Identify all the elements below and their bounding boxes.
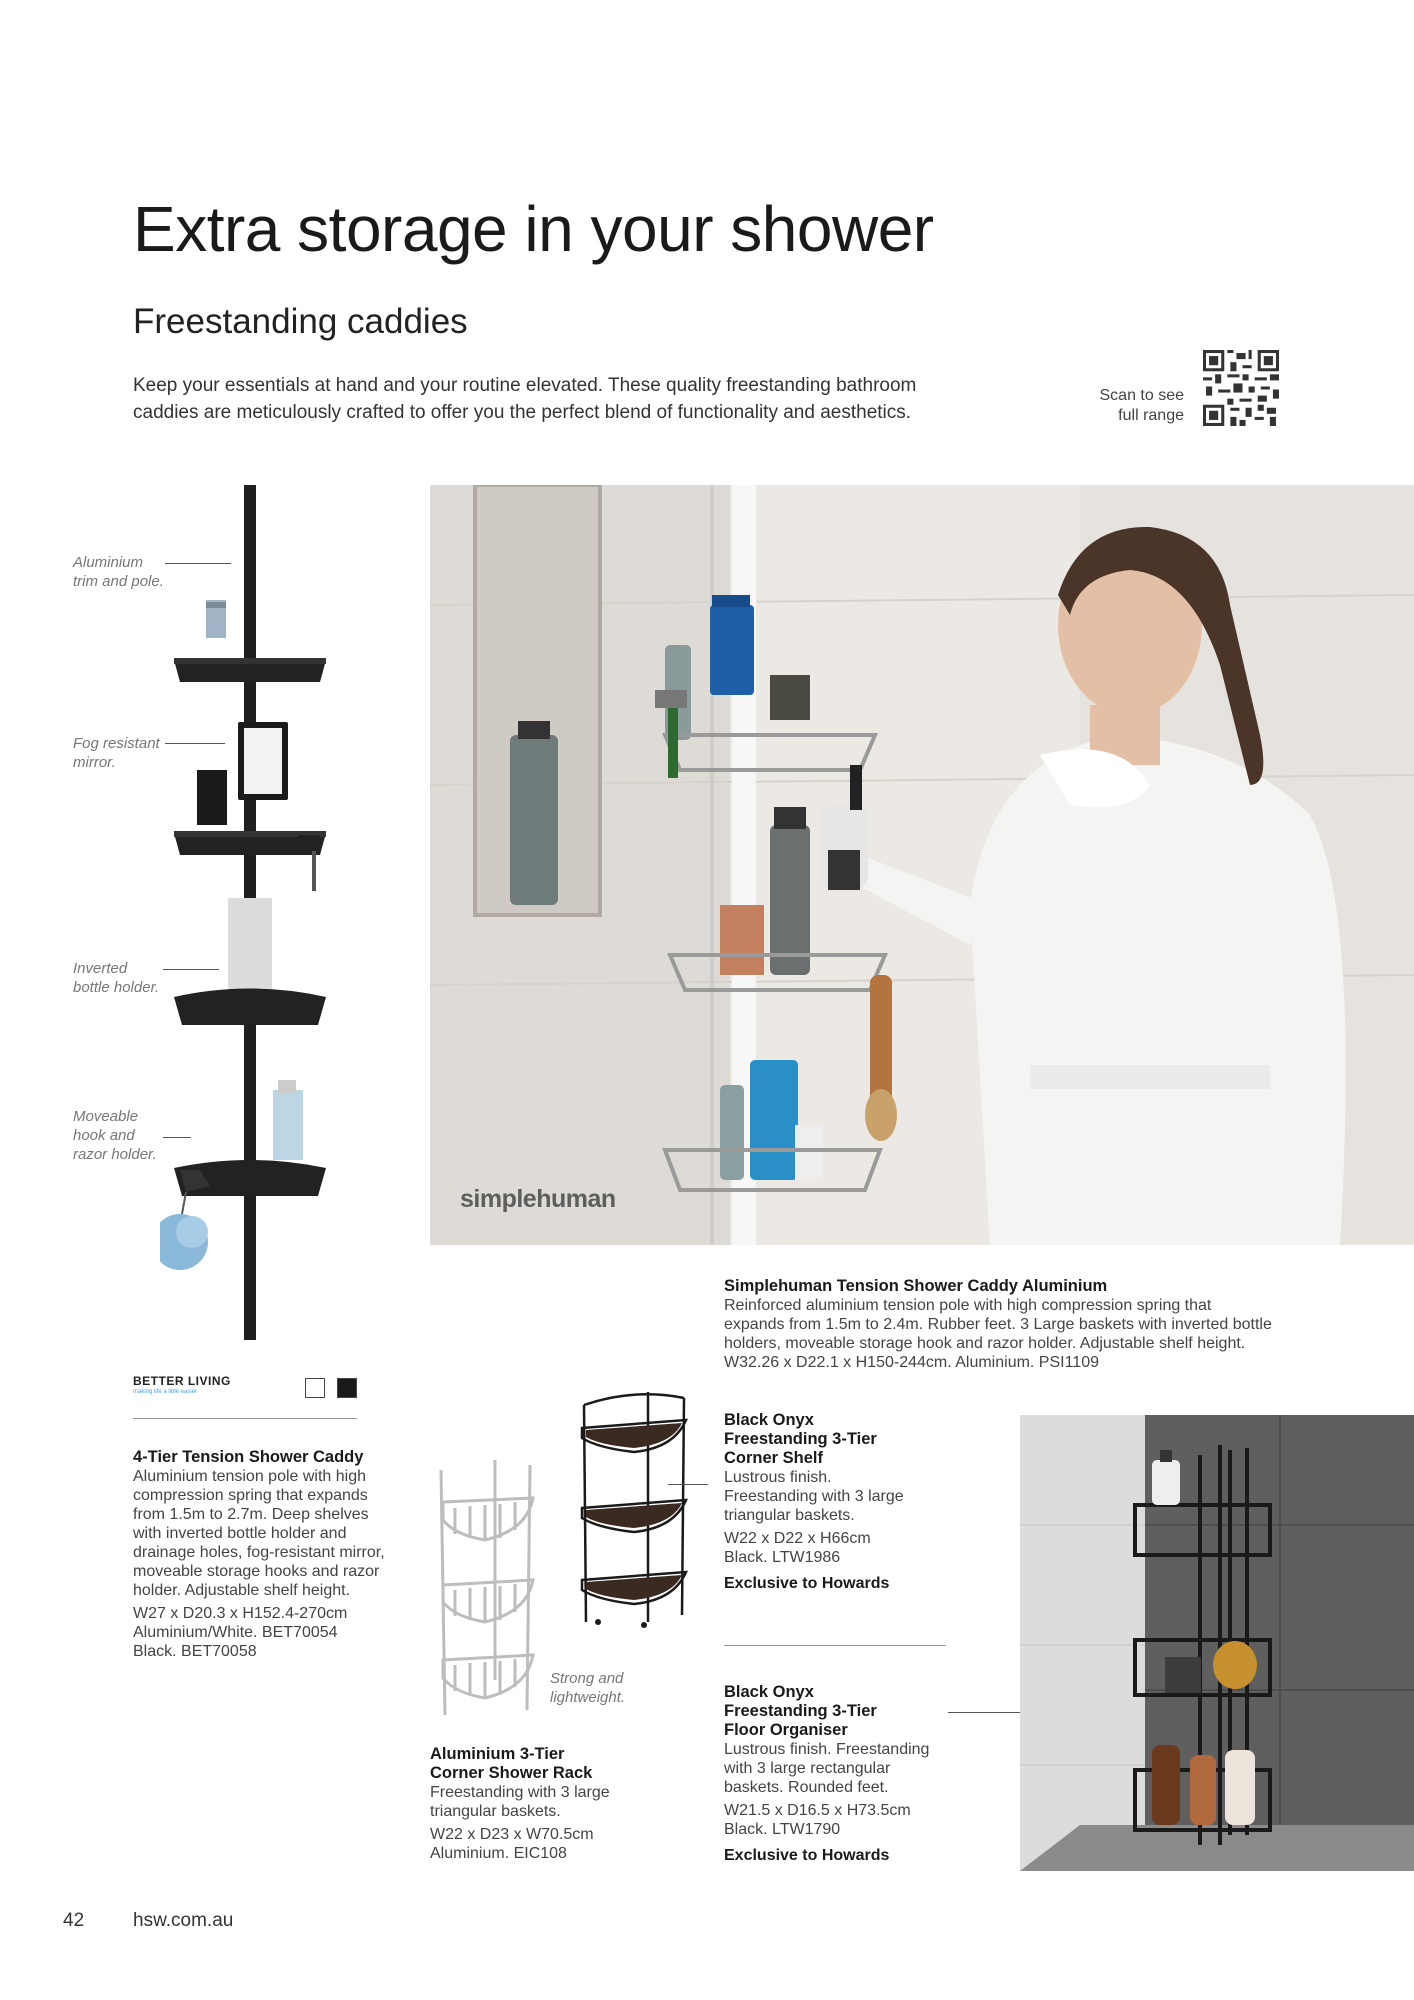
floor-organiser-photo [1020, 1415, 1414, 1871]
swatch-black[interactable] [337, 1378, 357, 1398]
exclusive-badge: Exclusive to Howards [724, 1847, 890, 1864]
callout-aluminium-trim: Aluminium trim and pole. [73, 554, 164, 590]
callout-leader-line [163, 969, 219, 970]
callout-hook-razor: Moveable hook and razor holder. [73, 1108, 157, 1163]
callout-leader-line [163, 1137, 191, 1138]
section-subtitle: Freestanding caddies [133, 302, 468, 341]
callout-leader-line [165, 563, 231, 564]
corner-shelf-image [578, 1390, 693, 1630]
intro-paragraph: Keep your essentials at hand and your routine elevated. These quality freestanding bathroom caddies are meticulously crafted to offer you the perfect blend of functionality and aesthetics. [133, 375, 917, 423]
divider [133, 1418, 357, 1419]
simplehuman-lifestyle-photo [430, 485, 1414, 1245]
swatch-white[interactable] [305, 1378, 325, 1398]
product-title: 4-Tier Tension Shower Caddy [133, 1448, 364, 1466]
aluminium-rack-image [435, 1460, 545, 1725]
tension-caddy-image [160, 480, 340, 1345]
shower-scene-illustration [430, 485, 1414, 1245]
page-number: 42 [63, 1910, 85, 1931]
callout-leader-line [668, 1484, 708, 1485]
divider [724, 1645, 946, 1646]
floor-organiser-info: Black Onyx Freestanding 3-Tier Floor Organiser Lustrous finish. Freestanding with 3 large rectangular baskets. Rounded feet. W21.5 x D16.5 x H73.5cm Black. LTW1790 Exclusive to Howards [724, 1683, 984, 1865]
callout-leader-line [165, 743, 225, 744]
callout-bottle-holder: Inverted bottle holder. [73, 960, 160, 996]
exclusive-badge: Exclusive to Howards [724, 1575, 890, 1592]
callout-fog-mirror: Fog resistant mirror. [73, 735, 160, 771]
website-link[interactable]: hsw.com.au [133, 1910, 234, 1931]
qr-code-icon[interactable] [1203, 350, 1279, 426]
dark-tile-scene [1020, 1415, 1414, 1871]
page-title: Extra storage in your shower [133, 193, 934, 265]
product-title: Simplehuman Tension Shower Caddy Aluminium [724, 1277, 1108, 1295]
tension-caddy-info: 4-Tier Tension Shower Caddy Aluminium tension pole with high compression spring that expands from 1.5m to 2.7m. Deep shelves with inverted bottle holder and drainage holes, fog-resistant mirror, moveable storage hooks and razor holder. Adjustable shelf height. W27 x D20.3 x H152.4-270cm Aluminium/White. BET70054 Black. BET70058 [133, 1448, 413, 1661]
simplehuman-watermark: simplehuman [460, 1185, 616, 1213]
aluminium-rack-info: Aluminium 3-Tier Corner Shower Rack Freestanding with 3 large triangular baskets. W22 x D23 x W70.5cm Aluminium. EIC108 [430, 1745, 610, 1862]
better-living-logo: BETTER LIVING making life a little easier [133, 1374, 231, 1395]
simplehuman-product-info: Simplehuman Tension Shower Caddy Aluminium Reinforced aluminium tension pole with high compression spring that expands from 1.5m to 2.4m. Rubber feet. 3 Large baskets with inverted bottle holders, moveable storage hook and razor holder. Adjustable shelf height. W32.26 x D22.1 x H150-244cm. Aluminium. PSI1109 [724, 1277, 1364, 1372]
corner-shelf-info: Black Onyx Freestanding 3-Tier Corner Shelf Lustrous finish. Freestanding with 3 large triangular baskets. W22 x D22 x H66cm Black. LTW1986 Exclusive to Howards [724, 1411, 964, 1593]
callout-strong-lightweight: Strong and lightweight. [550, 1670, 626, 1706]
scan-label: Scan to see full range [1099, 387, 1184, 424]
